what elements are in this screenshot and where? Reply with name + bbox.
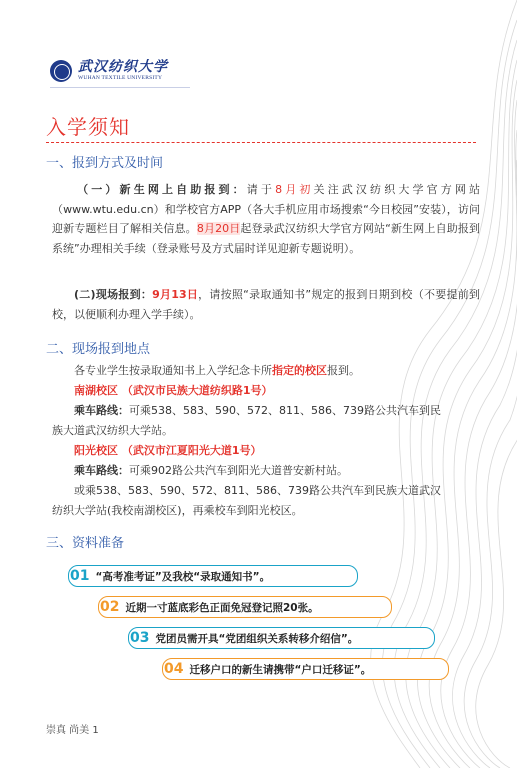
online-date-1: 8月初 bbox=[275, 183, 314, 196]
document-item-number: 03 bbox=[130, 630, 150, 646]
onsite-registration-label: (二)现场报到： bbox=[74, 288, 153, 301]
logo-text bbox=[78, 60, 168, 82]
document-item-text: 党团员需开具“党团组织关系转移介绍信”。 bbox=[155, 632, 359, 645]
nanhu-campus-title: 南湖校区 （武汉市民族大道纺织路1号） bbox=[74, 384, 273, 397]
document-item-4 bbox=[162, 658, 449, 680]
online-registration-label: （一）新生网上自助报到： bbox=[74, 183, 247, 196]
yangguang-route-line-2: 或乘538、583、590、572、811、586、739路公共汽车到民族大道武汉 bbox=[74, 484, 441, 497]
title-divider bbox=[46, 142, 476, 143]
document-item-text: 迁移户口的新生请携带“户口迁移证”。 bbox=[189, 663, 372, 676]
nanhu-route-line-2: 族大道武汉纺织大学站。 bbox=[52, 424, 173, 437]
document-item-3 bbox=[128, 627, 435, 649]
yangguang-route-line-3: 纺织大学站(我校南湖校区)，再乘校车到阳光校区。 bbox=[52, 504, 303, 517]
online-date-2: 8月20日 bbox=[196, 222, 241, 235]
online-registration-paragraph: （一）新生网上自助报到：请于8月初关注武汉纺织大学官方网站（www.wtu.edu.cn）和学校官方APP（各大手机应用市场搜索“今日校园”安装），访问迎新专题栏目了解相关信息。8月20日起登录武汉纺织大学官方网站“新生网上自助报到系统”办理相关手续（登录账号及方式届时详见迎新专题说明）。 bbox=[52, 183, 481, 255]
page-title: 入学须知 bbox=[46, 115, 130, 139]
document-item-text: “高考准考证”及我校“录取通知书”。 bbox=[95, 570, 271, 583]
onsite-registration-paragraph: (二)现场报到：9月13日，请按照“录取通知书”规定的报到日期到校（不要提前到校，以便顺利办理入学手续）。 bbox=[52, 288, 480, 321]
onsite-date: 9月13日 bbox=[152, 288, 199, 301]
yangguang-campus-title: 阳光校区 （武汉市江夏阳光大道1号） bbox=[74, 444, 262, 457]
section-heading-registration-method: 一、报到方式及时间 bbox=[46, 156, 164, 171]
document-item-number: 01 bbox=[70, 568, 90, 584]
document-item-1 bbox=[68, 565, 358, 587]
designated-campus-emphasis: 指定的校区 bbox=[272, 364, 327, 377]
school-name-cn: 武汉纺织大学 bbox=[78, 59, 168, 75]
document-item-2 bbox=[98, 596, 392, 618]
university-seal-icon bbox=[50, 60, 72, 82]
page-footer: 崇真 尚美 1 bbox=[46, 725, 99, 736]
document-item-text: 近期一寸蓝底彩色正面免冠登记照20张。 bbox=[125, 601, 319, 614]
school-name-en: WUHAN TEXTILE UNIVERSITY bbox=[78, 75, 163, 81]
university-logo bbox=[50, 60, 168, 82]
document-item-number: 02 bbox=[100, 599, 120, 615]
locations-intro: 各专业学生按录取通知书上入学纪念卡所指定的校区报到。 bbox=[74, 364, 360, 377]
yangguang-route-line-1: 乘车路线：可乘902路公共汽车到阳光大道普安新村站。 bbox=[74, 464, 348, 477]
section-heading-documents: 三、资料准备 bbox=[46, 536, 125, 551]
logo-divider bbox=[50, 87, 190, 88]
section-heading-locations: 二、现场报到地点 bbox=[46, 342, 151, 357]
nanhu-route-line-1: 乘车路线：可乘538、583、590、572、811、586、739路公共汽车到民 bbox=[74, 404, 441, 417]
document-item-number: 04 bbox=[164, 661, 184, 677]
